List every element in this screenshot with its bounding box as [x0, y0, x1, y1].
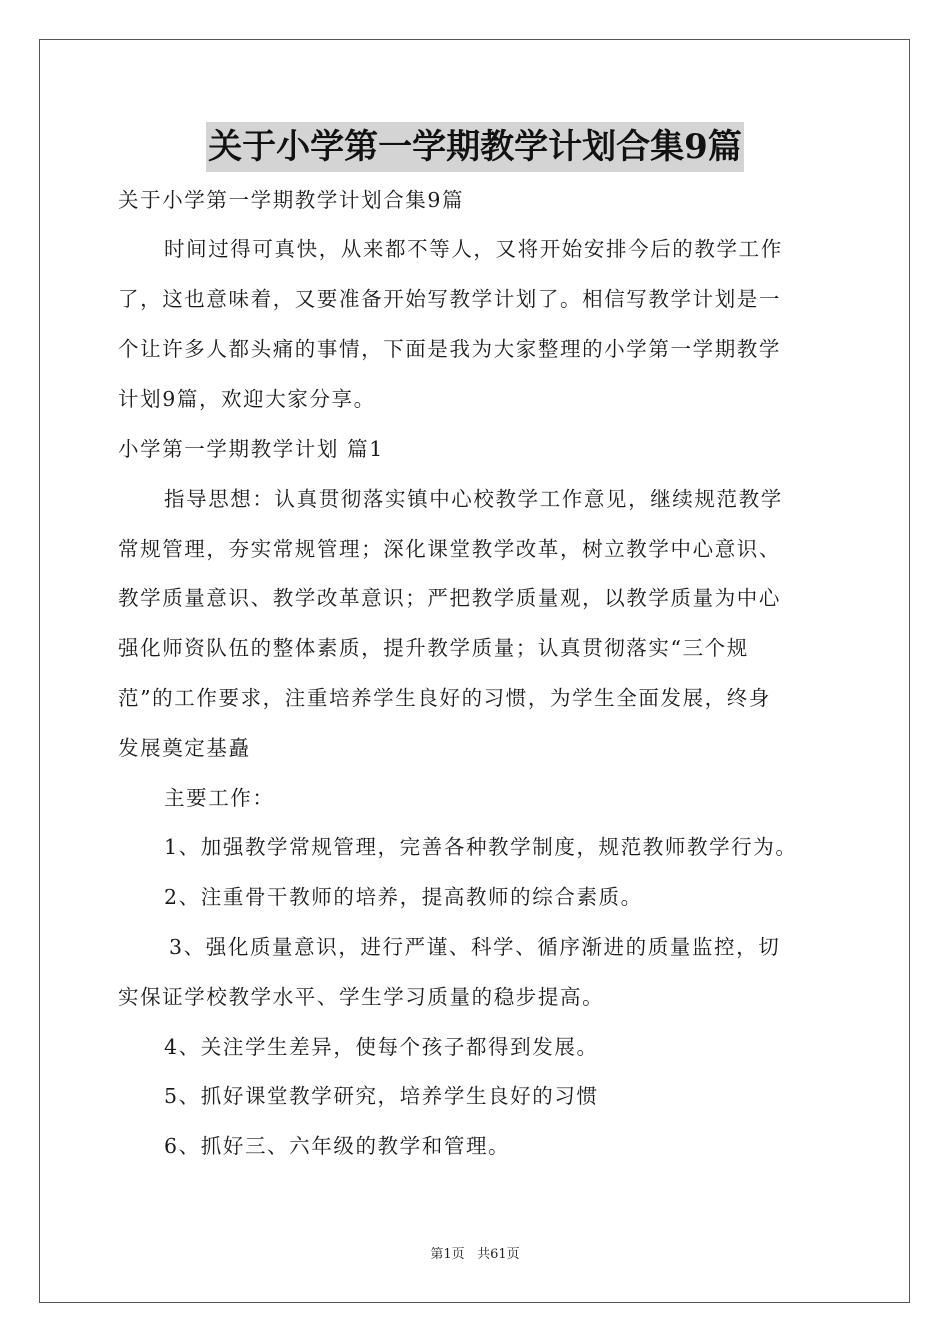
subtitle-line: 关于小学第一学期教学计划合集9篇	[118, 188, 465, 212]
document-title: 关于小学第一学期教学计划合集9篇	[206, 122, 744, 172]
paragraph-line: 指导思想：认真贯彻落实镇中心校教学工作意见，继续规范教学	[164, 487, 783, 511]
list-item: 6、抓好三、六年级的教学和管理。	[164, 1134, 511, 1158]
paragraph-line: 了，这也意味着，又要准备开始写教学计划了。相信写教学计划是一	[118, 287, 781, 311]
list-item: 4、关注学生差异，使每个孩子都得到发展。	[164, 1035, 599, 1059]
title-container	[0, 122, 950, 172]
page-footer	[0, 1246, 950, 1264]
paragraph-line: 个让许多人都头痛的事情，下面是我为大家整理的小学第一学期教学	[118, 337, 781, 361]
paragraph-line: 实保证学校教学水平、学生学习质量的稳步提高。	[118, 985, 605, 1009]
total-pages: 共61页	[477, 1247, 520, 1262]
list-item: 3、强化质量意识，进行严谨、科学、循序渐进的质量监控，切	[169, 935, 781, 959]
paragraph-line: 教学质量意识、教学改革意识；严把教学质量观，以教学质量为中心	[118, 586, 781, 610]
list-item: 1、加强教学常规管理，完善各种教学制度，规范教师教学行为。	[164, 835, 798, 859]
page-number: 第1页	[430, 1247, 465, 1262]
paragraph-line: 时间过得可真快，从来都不等人，又将开始安排今后的教学工作	[164, 237, 783, 261]
section-heading: 小学第一学期教学计划 篇1	[118, 437, 384, 461]
list-item: 5、抓好课堂教学研究，培养学生良好的习惯	[164, 1084, 599, 1108]
list-item: 2、注重骨干教师的培养，提高教师的综合素质。	[164, 885, 643, 909]
paragraph-line: 强化师资队伍的整体素质，提升教学质量；认真贯彻落实“三个规	[118, 636, 749, 660]
subheading-line: 主要工作：	[164, 786, 275, 810]
page-border	[39, 39, 910, 1303]
paragraph-line: 计划9篇，欢迎大家分享。	[118, 387, 376, 411]
paragraph-line: 发展奠定基矗	[118, 736, 251, 760]
paragraph-line: 常规管理，夯实常规管理；深化课堂教学改革，树立教学中心意识、	[118, 537, 781, 561]
paragraph-line: 范”的工作要求，注重培养学生良好的习惯，为学生全面发展，终身	[118, 686, 771, 710]
